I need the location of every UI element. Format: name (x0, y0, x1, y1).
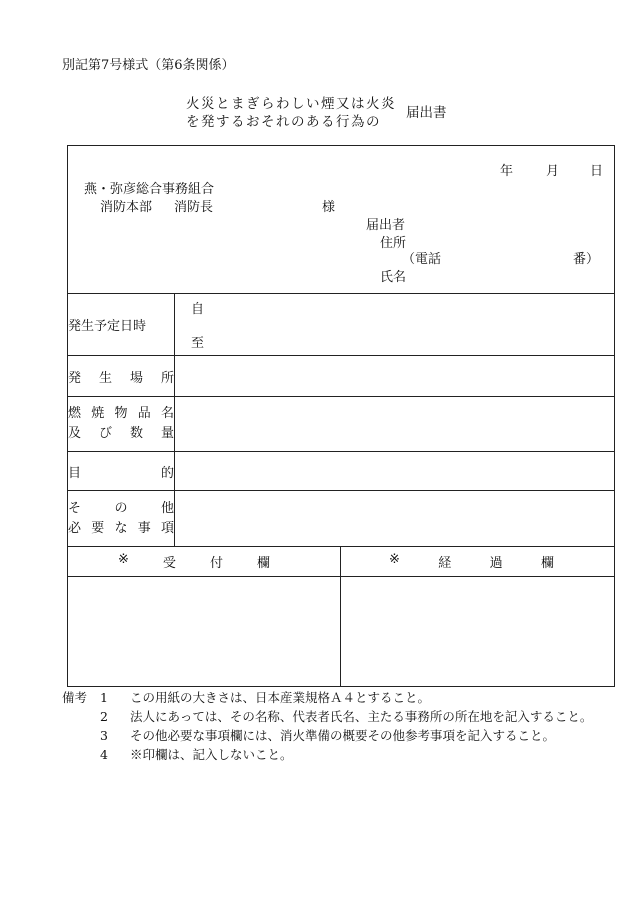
day-label: 日 (590, 164, 604, 179)
place-label-cell (68, 356, 175, 397)
items-label-line-2: 及 び 数 量 (68, 426, 174, 441)
items-value-cell[interactable] (175, 397, 615, 452)
other-label-cell (68, 491, 175, 547)
receipt-label: ※ 受 付 欄 (118, 552, 270, 571)
phone-open: （電話 (402, 252, 442, 267)
dept-name: 消防本部 (100, 200, 153, 215)
notifier-label: 届出者 (366, 218, 406, 233)
honorific: 様 (322, 200, 336, 215)
notes-label: 備考 (62, 690, 88, 705)
notification-form (67, 145, 615, 687)
progress-label: ※ 経 過 欄 (389, 552, 554, 571)
title-suffix: 届出書 (406, 105, 447, 121)
date-label: 発生予定日時 (68, 319, 147, 334)
other-value-cell[interactable] (175, 491, 615, 547)
chief-title: 消防長 (174, 200, 214, 215)
receipt-body[interactable] (68, 577, 341, 687)
phone-close: 番） (573, 252, 600, 267)
progress-header (341, 547, 615, 577)
date-to-label: 至 (191, 336, 205, 351)
header-cell[interactable] (68, 146, 615, 294)
name-label: 氏名 (380, 270, 407, 285)
purpose-label: 目 的 (68, 465, 174, 481)
note-item-2: 2 法人にあっては、その名称、代表者氏名、主たる事務所の所在地を記入すること。 (100, 709, 593, 724)
purpose-value-cell[interactable] (175, 452, 615, 491)
note-item-4: 4 ※印欄は、記入しないこと。 (100, 747, 293, 762)
progress-body[interactable] (341, 577, 615, 687)
note-item-3: 3 その他必要な事項欄には、消火準備の概要その他参考事項を記入すること。 (100, 728, 556, 743)
items-label-line-1: 燃 焼 物 品 名 (68, 406, 174, 421)
date-label-cell (68, 294, 175, 356)
date-from-label: 自 (191, 302, 205, 317)
month-label: 月 (546, 164, 560, 179)
date-value-cell[interactable] (175, 294, 615, 356)
other-label-line-1: そ の 他 (68, 500, 174, 516)
notes-section (62, 688, 592, 764)
year-label: 年 (500, 164, 514, 179)
receipt-header (68, 547, 341, 577)
items-label-cell (68, 397, 175, 452)
other-label-line-2: 必 要 な 事 項 (68, 520, 174, 536)
title-line-2: を発するおそれのある行為の (186, 114, 381, 130)
note-item-1: 備考 1 この用紙の大きさは、日本産業規格Ａ４とすること。 (62, 690, 431, 705)
purpose-label-cell (68, 452, 175, 491)
form-id: 別記第7号様式（第6条関係） (62, 58, 235, 73)
address-label: 住所 (380, 236, 407, 251)
place-value-cell[interactable] (175, 356, 615, 397)
place-label: 発 生 場 所 (68, 370, 174, 386)
org-name: 燕・弥彦総合事務組合 (84, 182, 215, 197)
title-line-1: 火災とまぎらわしい煙又は火炎 (186, 96, 396, 112)
